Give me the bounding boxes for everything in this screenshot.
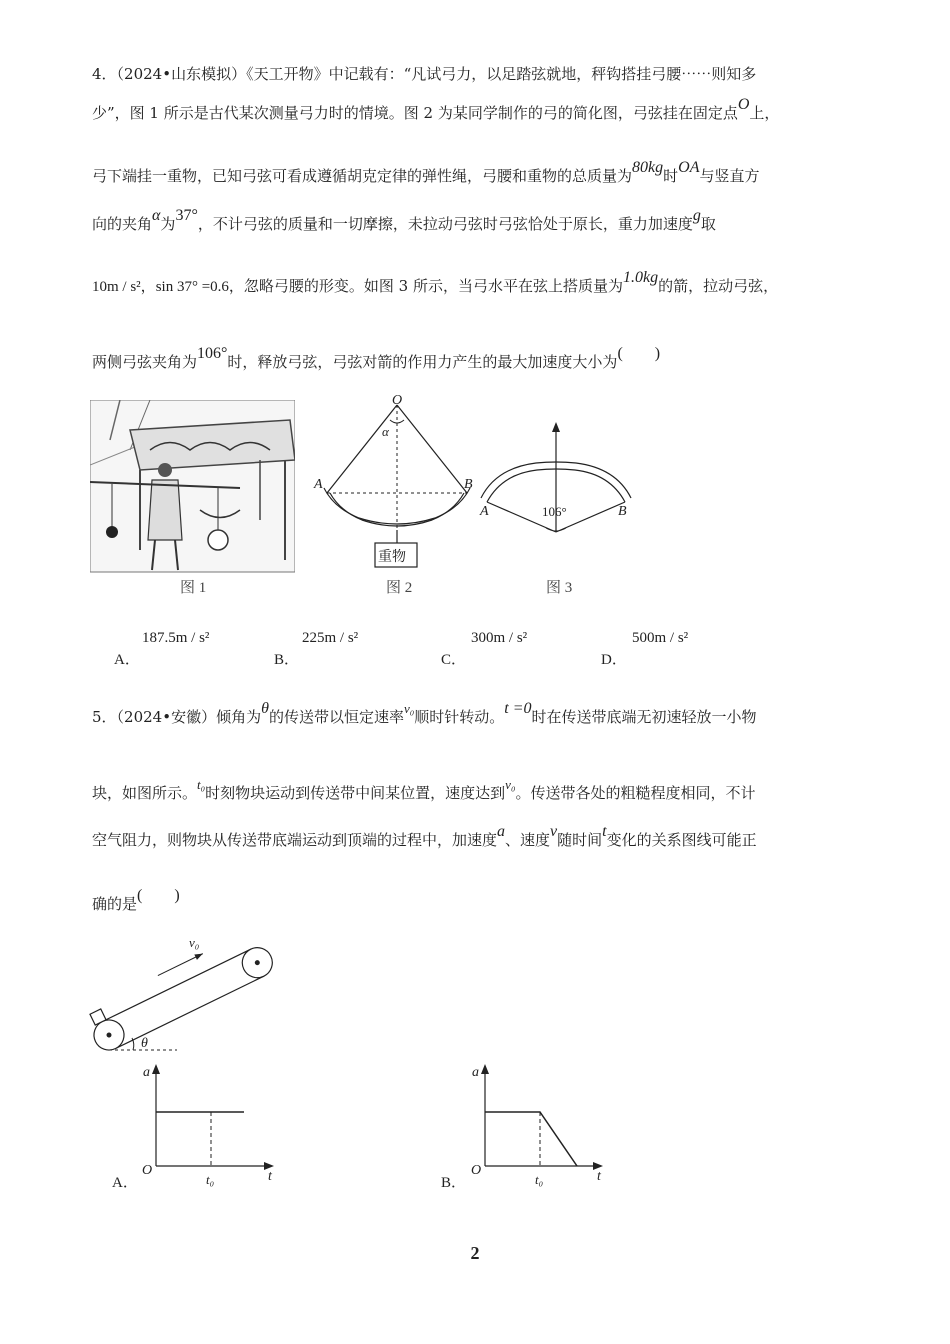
answer-paren: ( ) <box>617 345 661 362</box>
q4-line-2 <box>92 96 780 124</box>
belt-label-theta: θ <box>141 1036 148 1051</box>
q4-line-4a: 向的夹角 <box>92 215 153 233</box>
math-angle37: 37° <box>175 207 198 224</box>
math-g-value: 10m / s² <box>92 279 141 295</box>
q5-line-3 <box>92 823 757 851</box>
graph-b-t0: t₀ <box>535 1172 544 1187</box>
math-t-eq-0: t =0 <box>504 700 532 717</box>
q4-line-1: 4．（2024•山东模拟）《天工开物》中记载有：“凡试弓力，以足踏弦就地，秤钩搭挂弓腰⋯⋯则知多 <box>92 65 757 83</box>
q5-line-1c: 顺时针转动。 <box>414 708 505 726</box>
figure-3-caption: 图 3 <box>546 580 573 596</box>
fig3-label-B: B <box>618 504 627 519</box>
q4-line-6b: 时，释放弓弦，弓弦对箭的作用力产生的最大加速度大小为 <box>227 353 618 371</box>
math-g: g <box>692 207 701 224</box>
graph-a <box>108 1060 288 1200</box>
option-c-label[interactable]: C． <box>441 652 467 668</box>
q5-line-1d: 时在传送带底端无初速轻放一小物 <box>531 708 757 726</box>
fig3-label-A: A <box>480 504 489 519</box>
q4-line-2a: 少”，图 1 所示是古代某次测量弓力时的情境。图 2 为某同学制作的弓的简化图，弓弦挂在固定点 <box>92 104 738 122</box>
q4-line-4d: 取 <box>700 215 716 233</box>
math-alpha: α <box>152 207 161 224</box>
q5-line-3c: 随时间 <box>557 831 603 849</box>
q4-line-4b: 为 <box>160 215 176 233</box>
graph-b-y-label: a <box>472 1065 479 1080</box>
math-OA: OA <box>678 159 700 176</box>
belt-label-v0: v₀ <box>189 935 200 950</box>
graph-b <box>437 1060 617 1200</box>
conveyor-belt-diagram <box>85 925 285 1060</box>
q4-line-5: 10m / s²，sin 37° =0.6，忽略弓腰的形变。如图 3 所示，当弓水平在弦上搭质量为1.0kg的箭，拉动弓弦， <box>92 269 779 295</box>
graph-b-option-label[interactable]: B． <box>441 1175 467 1191</box>
q5-line-2 <box>92 777 756 804</box>
option-b-value: 225m / s² <box>302 630 359 646</box>
math-a: a <box>497 823 506 840</box>
q4-line-3b: 时 <box>663 167 679 185</box>
math-sin37: sin 37° =0.6 <box>155 279 229 295</box>
fig2-label-alpha: α <box>382 424 389 439</box>
q5-line-2b: 时刻物块运动到传送带中间某位置，速度达到 <box>205 784 506 802</box>
graph-a-t0: t₀ <box>206 1172 215 1187</box>
q4-line-4c: ，不计弓弦的质量和一切摩擦，未拉动弓弦时弓弦恰处于原长，重力加速度 <box>197 215 693 233</box>
q5-line-3d: 变化的关系图线可能正 <box>606 831 757 849</box>
option-d-label[interactable]: D． <box>601 652 627 668</box>
q5-line-1 <box>92 700 757 728</box>
q4-line-2b: 上， <box>749 104 780 122</box>
q4-line-4 <box>92 207 716 235</box>
math-mass: 80kg <box>632 159 664 176</box>
fig2-label-weight: 重物 <box>378 550 406 565</box>
q4-line-3 <box>92 159 760 187</box>
q5-line-1b: 的传送带以恒定速率 <box>268 708 404 726</box>
math-O: O <box>737 96 750 113</box>
math-v: v <box>550 823 558 840</box>
figure-1-caption: 图 1 <box>180 580 207 596</box>
q5-line-4a: 确的是 <box>92 895 138 913</box>
option-b-label[interactable]: B． <box>274 652 300 668</box>
figure-2-bow-diagram <box>312 390 482 600</box>
page-number: 2 <box>470 1243 480 1263</box>
option-c-value: 300m / s² <box>471 630 528 646</box>
q4-line-5a: ，忽略弓腰的形变。如图 3 所示，当弓水平在弦上搭质量为 <box>228 277 623 295</box>
math-angle106: 106° <box>197 345 228 362</box>
fig3-label-angle: 106° <box>542 504 567 519</box>
answer-paren-q5: ( ) <box>137 887 180 904</box>
fig2-label-A: A <box>314 477 323 492</box>
math-t: t <box>602 823 607 840</box>
q5-line-2a: 块，如图所示。 <box>92 784 198 802</box>
q4-line-5b: 的箭，拉动弓弦， <box>658 277 779 295</box>
fig2-label-B: B <box>464 477 473 492</box>
q5-line-1a: 5．（2024•安徽）倾角为 <box>92 708 262 726</box>
q5-line-4 <box>92 887 180 915</box>
q5-line-3a: 空气阻力，则物块从传送带底端运动到顶端的过程中，加速度 <box>92 831 498 849</box>
graph-b-x-label: t <box>597 1169 601 1184</box>
option-a-value: 187.5m / s² <box>142 630 210 646</box>
option-a-label[interactable]: A． <box>114 652 140 668</box>
graph-b-origin: O <box>471 1163 482 1178</box>
graph-a-origin: O <box>142 1163 153 1178</box>
figure-3-bow-diagram <box>478 420 643 600</box>
fig2-label-O: O <box>392 393 403 408</box>
graph-a-y-label: a <box>143 1065 150 1080</box>
q4-line-3a: 弓下端挂一重物，已知弓弦可看成遵循胡克定律的弹性绳，弓腰和重物的总质量为 <box>92 167 633 185</box>
math-theta: θ <box>261 700 269 717</box>
option-d-value: 500m / s² <box>632 630 689 646</box>
math-t0: t₀ <box>197 777 206 792</box>
q5-line-2c: 。传送带各处的粗糙程度相同，不计 <box>515 784 756 802</box>
q4-line-6a: 两侧弓弦夹角为 <box>92 353 198 371</box>
math-arrow-mass: 1.0kg <box>623 269 659 286</box>
figure-2-caption: 图 2 <box>386 580 413 596</box>
figure-1-illustration <box>90 400 295 600</box>
math-v0: v₀ <box>403 701 415 716</box>
q5-line-3b: 、速度 <box>505 831 551 849</box>
q4-line-3c: 与竖直方 <box>699 167 760 185</box>
q4-line-6 <box>92 345 661 373</box>
graph-a-x-label: t <box>268 1169 272 1184</box>
graph-a-option-label[interactable]: A． <box>112 1175 138 1191</box>
math-v0-b: v₀ <box>505 777 516 792</box>
